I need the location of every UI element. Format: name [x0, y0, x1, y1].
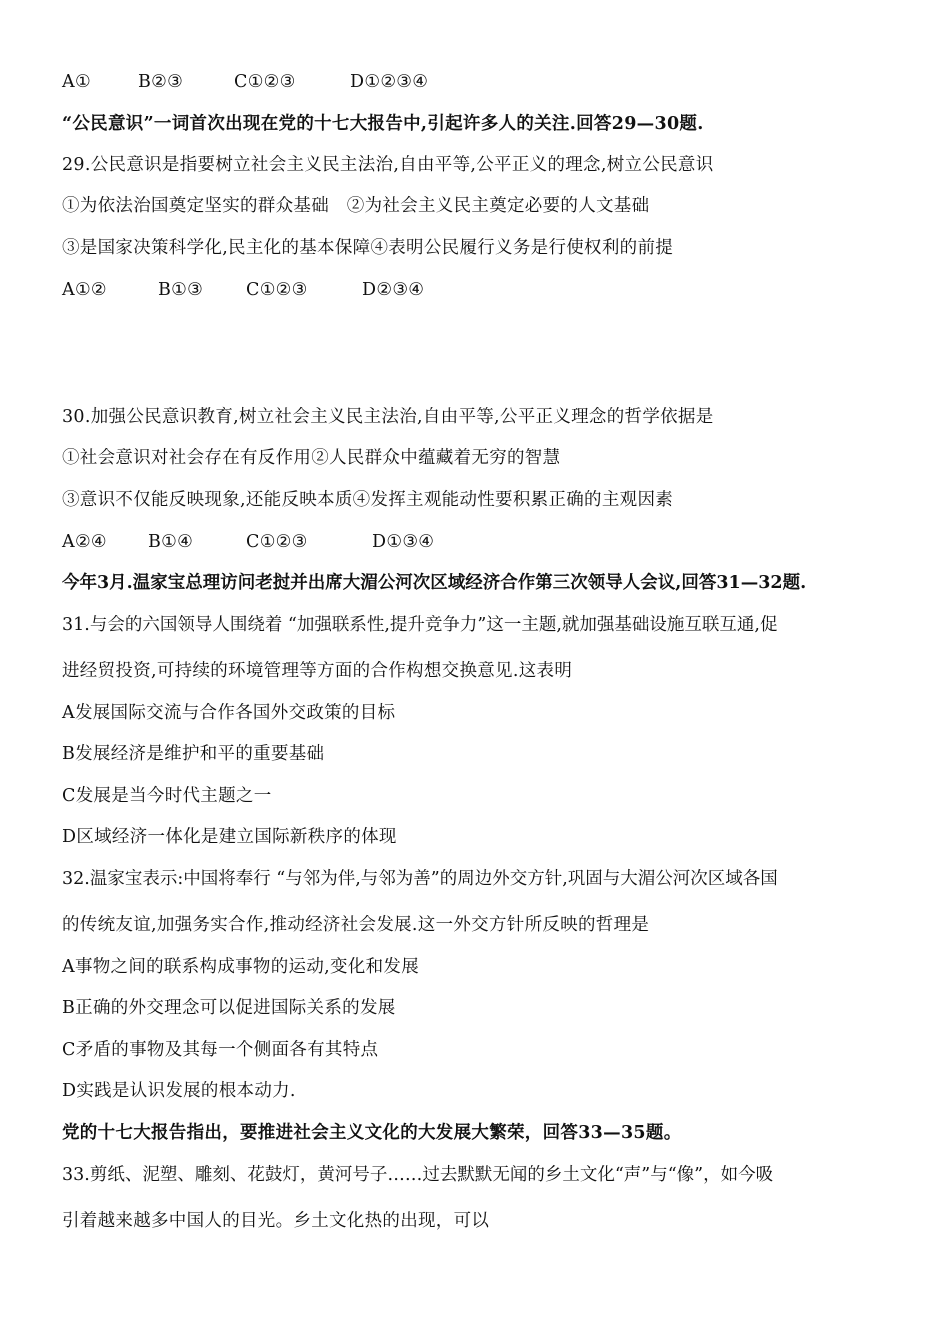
options-q30: [62, 530, 434, 554]
question-32-option-d: D实践是认识发展的根本动力.: [62, 1081, 296, 1101]
option-d: D①③④: [372, 532, 435, 552]
option-a: A①: [62, 72, 91, 92]
question-31-option-d: D区域经济一体化是建立国际新秩序的体现: [62, 827, 397, 847]
question-31-stem-line1: 31.与会的六国领导人围绕着 “加强联系性,提升竞争力”这一主题,就加强基础设施互联互通,促: [62, 615, 778, 635]
option-b: B①④: [148, 532, 194, 552]
option-a: A②④: [62, 532, 107, 552]
section-intro-31-32: 今年3月.温家宝总理访问老挝并出席大湄公河次区域经济合作第三次领导人会议,回答31—32题.: [62, 573, 807, 593]
option-b: B①③: [158, 280, 204, 300]
option-b: B②③: [138, 72, 184, 92]
option-c: C①②③: [246, 532, 308, 552]
question-32-option-b: B正确的外交理念可以促进国际关系的发展: [62, 998, 396, 1018]
question-32-option-c: C矛盾的事物及其每一个侧面各有其特点: [62, 1040, 379, 1060]
question-33-stem-line1: 33.剪纸、泥塑、雕刻、花鼓灯，黄河号子……过去默默无闻的乡土文化“声”与“像”，如今吸: [62, 1165, 774, 1185]
question-31-option-b: B发展经济是维护和平的重要基础: [62, 744, 325, 764]
question-33-stem-line2: 引着越来越多中国人的目光。乡土文化热的出现，可以: [62, 1211, 490, 1231]
question-31-option-c: C发展是当今时代主题之一: [62, 786, 272, 806]
question-30-items-1-2: ①社会意识对社会存在有反作用②人民群众中蕴藏着无穷的智慧: [62, 448, 561, 468]
question-29-stem: 29.公民意识是指要树立社会主义民主法治,自由平等,公平正义的理念,树立公民意识: [62, 155, 714, 175]
option-c: C①②③: [246, 280, 308, 300]
question-31-option-a: A发展国际交流与合作各国外交政策的目标: [62, 703, 396, 723]
question-32-stem-line2: 的传统友谊,加强务实合作,推动经济社会发展.这一外交方针所反映的哲理是: [62, 915, 650, 935]
section-intro-33-35: 党的十七大报告指出，要推进社会主义文化的大发展大繁荣，回答33—35题。: [62, 1123, 682, 1143]
option-a: A①②: [62, 280, 107, 300]
question-30-items-3-4: ③意识不仅能反映现象,还能反映本质④发挥主观能动性要积累正确的主观因素: [62, 490, 674, 510]
option-c: C①②③: [234, 72, 296, 92]
question-32-option-a: A事物之间的联系构成事物的运动,变化和发展: [62, 957, 419, 977]
question-29-items-1-2: ①为依法治国奠定坚实的群众基础 ②为社会主义民主奠定必要的人文基础: [62, 196, 650, 216]
question-29-items-3-4: ③是国家决策科学化,民主化的基本保障④表明公民履行义务是行使权利的前提: [62, 238, 674, 258]
question-30-stem: 30.加强公民意识教育,树立社会主义民主法治,自由平等,公平正义理念的哲学依据是: [62, 407, 714, 427]
options-q28: [62, 70, 428, 94]
section-intro-29-30: “公民意识”一词首次出现在党的十七大报告中,引起许多人的关注.回答29—30题.: [62, 114, 704, 134]
option-d: D②③④: [362, 280, 425, 300]
question-32-stem-line1: 32.温家宝表示:中国将奉行 “与邻为伴,与邻为善”的周边外交方针,巩固与大湄公河次区域各国: [62, 869, 778, 889]
question-31-stem-line2: 进经贸投资,可持续的环境管理等方面的合作构想交换意见.这表明: [62, 661, 573, 681]
options-q29: [62, 278, 424, 302]
option-d: D①②③④: [350, 72, 429, 92]
